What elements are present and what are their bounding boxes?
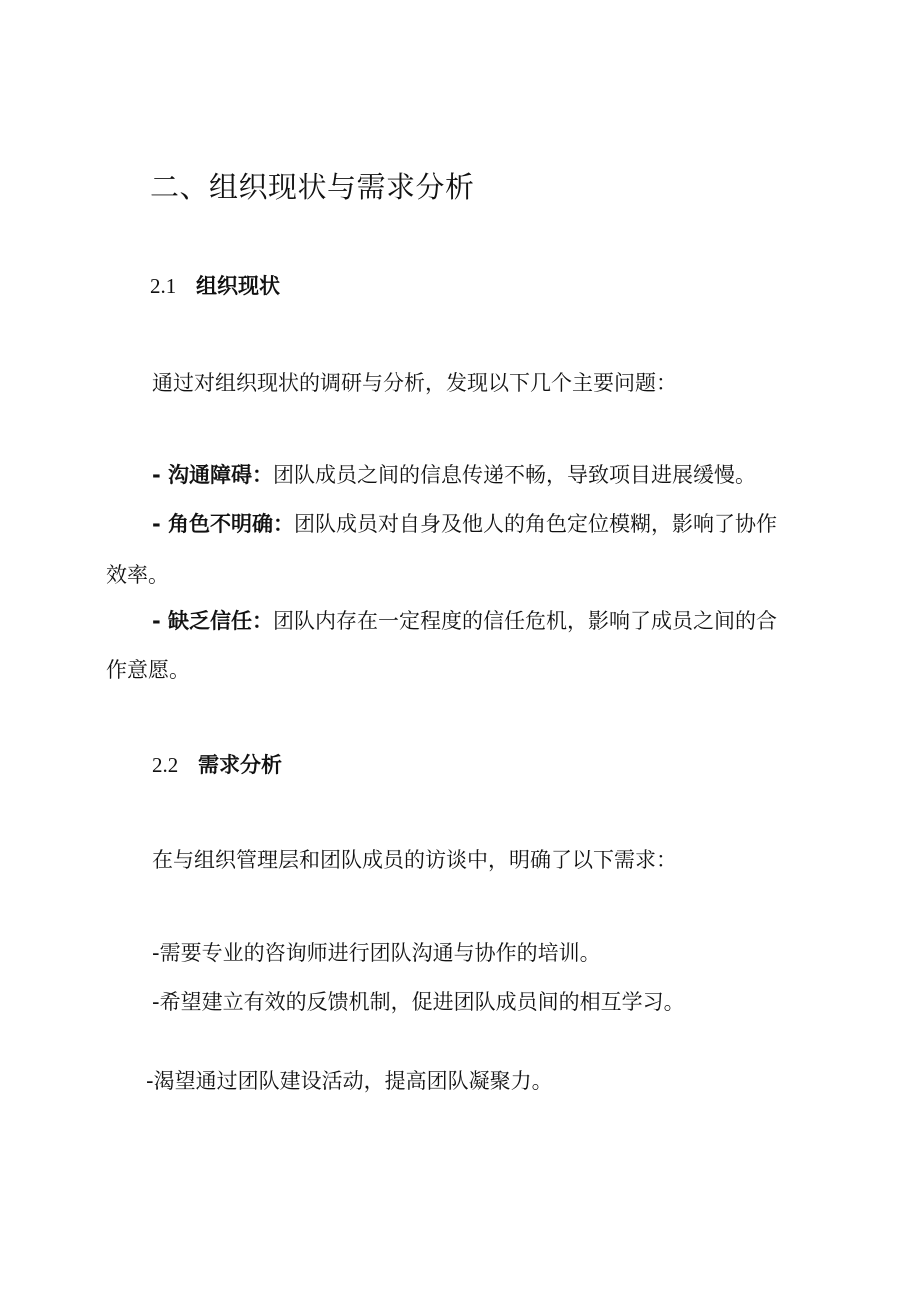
issue-text: 团队成员之间的信息传递不畅，导致项目进展缓慢。 [273,463,757,487]
issue-label: 缺乏信任： [168,609,274,633]
bullet-dash: - [152,463,169,487]
section-heading: 二、组织现状与需求分析 [150,170,475,204]
bullet-dash: - [152,609,169,633]
subsection-number: 2.1 [150,274,177,298]
issue-label: 沟通障碍： [168,463,274,487]
issue-text-continuation: 作意愿。 [106,658,190,682]
subsection-heading-2-2 [152,751,282,779]
subsection-title: 需求分析 [198,753,282,777]
subsection-title: 组织现状 [196,274,280,298]
need-item: -渴望通过团队建设活动，提高团队凝聚力。 [146,1069,553,1093]
subsection-heading-2-1 [150,272,280,300]
need-item: -需要专业的咨询师进行团队沟通与协作的培训。 [152,941,601,965]
status-intro-paragraph: 通过对组织现状的调研与分析，发现以下几个主要问题： [152,371,677,395]
issue-text-continuation: 效率。 [106,563,169,587]
need-item: -希望建立有效的反馈机制，促进团队成员间的相互学习。 [152,990,685,1014]
issue-item [152,510,777,538]
subsection-number: 2.2 [152,753,179,777]
issue-item [152,607,777,635]
issue-label: 角色不明确： [168,512,295,536]
bullet-dash: - [152,512,169,536]
issue-item [152,461,756,489]
issue-text: 团队内存在一定程度的信任危机，影响了成员之间的合 [273,609,778,633]
issue-text: 团队成员对自身及他人的角色定位模糊，影响了协作 [294,512,778,536]
needs-intro-paragraph: 在与组织管理层和团队成员的访谈中，明确了以下需求： [152,848,677,872]
